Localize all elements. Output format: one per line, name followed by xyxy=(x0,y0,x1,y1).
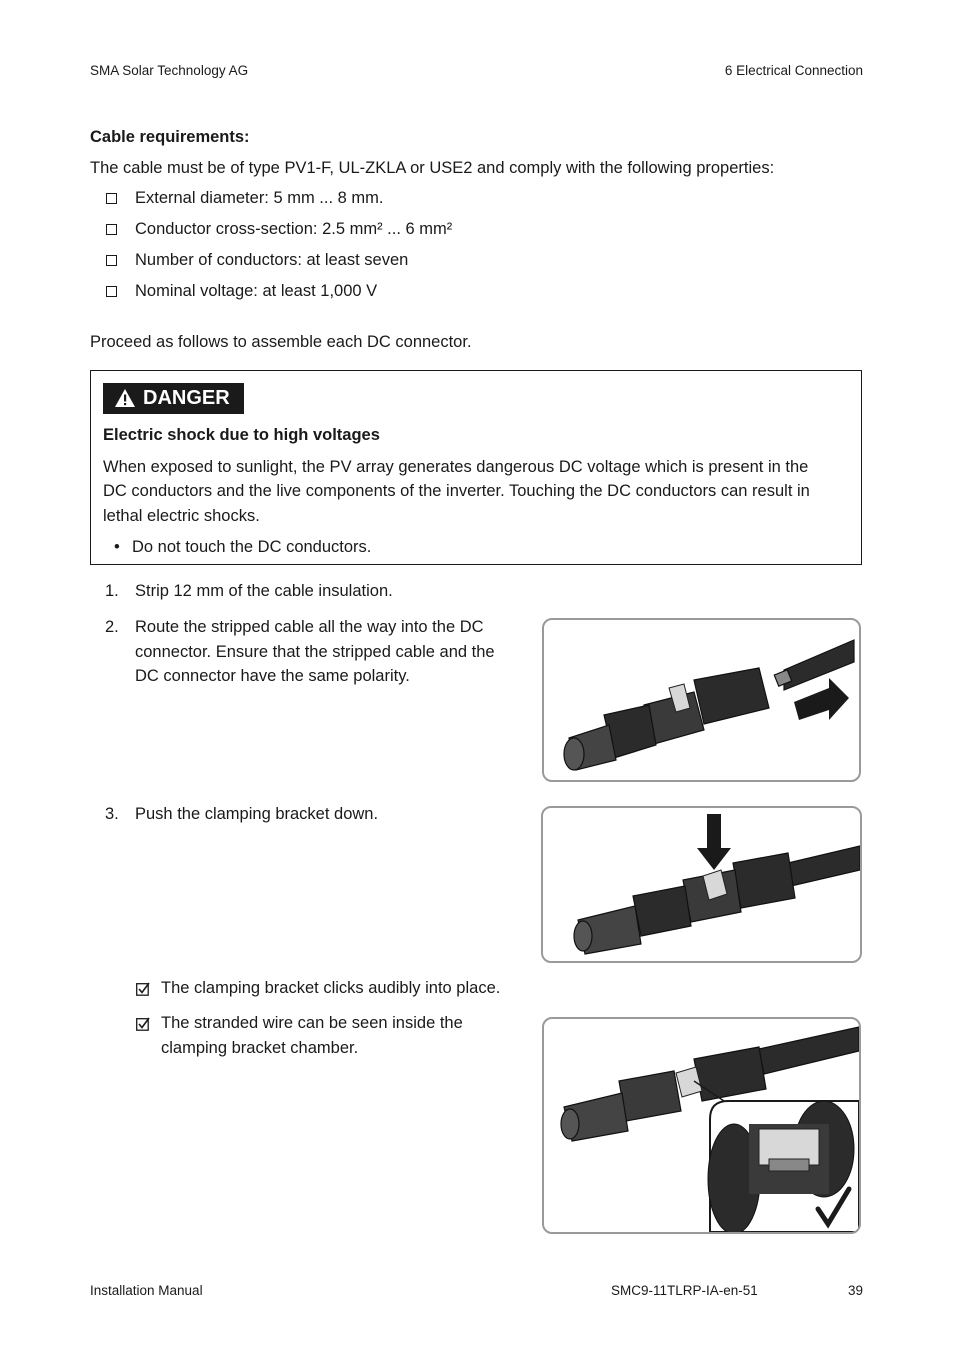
header-section: 6 Electrical Connection xyxy=(724,63,863,78)
result-text: The stranded wire can be seen inside the xyxy=(161,1014,463,1032)
cable-intro: The cable must be of type PV1-F, UL-ZKLA or USE2 and comply with the following properties: xyxy=(90,159,775,177)
figure-wire-visible xyxy=(542,1017,861,1234)
proceed-text: Proceed as follows to assemble each DC connector. xyxy=(90,333,472,351)
step-number: 3. xyxy=(105,805,119,823)
checkbox-icon xyxy=(106,286,117,297)
footer-page-number: 39 xyxy=(847,1283,863,1298)
step-text: DC connector have the same polarity. xyxy=(135,667,410,685)
step-number: 1. xyxy=(105,582,119,600)
connector-illustration xyxy=(543,808,860,961)
checkbox-icon xyxy=(106,224,117,235)
checked-box-icon xyxy=(136,982,150,996)
result-text: clamping bracket chamber. xyxy=(161,1038,359,1057)
checked-box-icon xyxy=(136,1017,150,1031)
result-text: The clamping bracket clicks audibly into place. xyxy=(161,979,501,997)
danger-line: DC conductors and the live components of the inverter. Touching the DC conductors can result in xyxy=(103,482,810,500)
checkbox-icon xyxy=(106,193,117,204)
cable-heading: Cable requirements: xyxy=(90,128,250,146)
checkbox-icon xyxy=(106,255,117,266)
header-company: SMA Solar Technology AG xyxy=(90,63,249,78)
figure-push-bracket xyxy=(541,806,862,963)
danger-badge xyxy=(103,383,244,414)
footer-manual: Installation Manual xyxy=(90,1283,203,1298)
footer-doc-id: SMC9-11TLRP-IA-en-51 xyxy=(611,1283,758,1298)
step-text: Strip 12 mm of the cable insulation. xyxy=(135,582,393,600)
step-number: 2. xyxy=(105,618,119,636)
danger-bullet: Do not touch the DC conductors. xyxy=(132,538,372,556)
danger-label: DANGER xyxy=(143,387,230,409)
step-text: Push the clamping bracket down. xyxy=(135,805,379,823)
danger-line: lethal electric shocks. xyxy=(103,507,260,525)
danger-bullet-dot: • xyxy=(114,538,120,556)
warning-icon xyxy=(114,388,136,408)
danger-line: When exposed to sunlight, the PV array generates dangerous DC voltage which is present in the xyxy=(103,458,809,476)
connector-illustration xyxy=(544,1019,859,1232)
figure-insert-cable xyxy=(542,618,861,782)
danger-title: Electric shock due to high voltages xyxy=(103,426,380,444)
step-text: connector. Ensure that the stripped cable and the xyxy=(135,642,495,661)
step-text: Route the stripped cable all the way into the DC xyxy=(135,618,484,636)
connector-illustration xyxy=(544,620,859,780)
